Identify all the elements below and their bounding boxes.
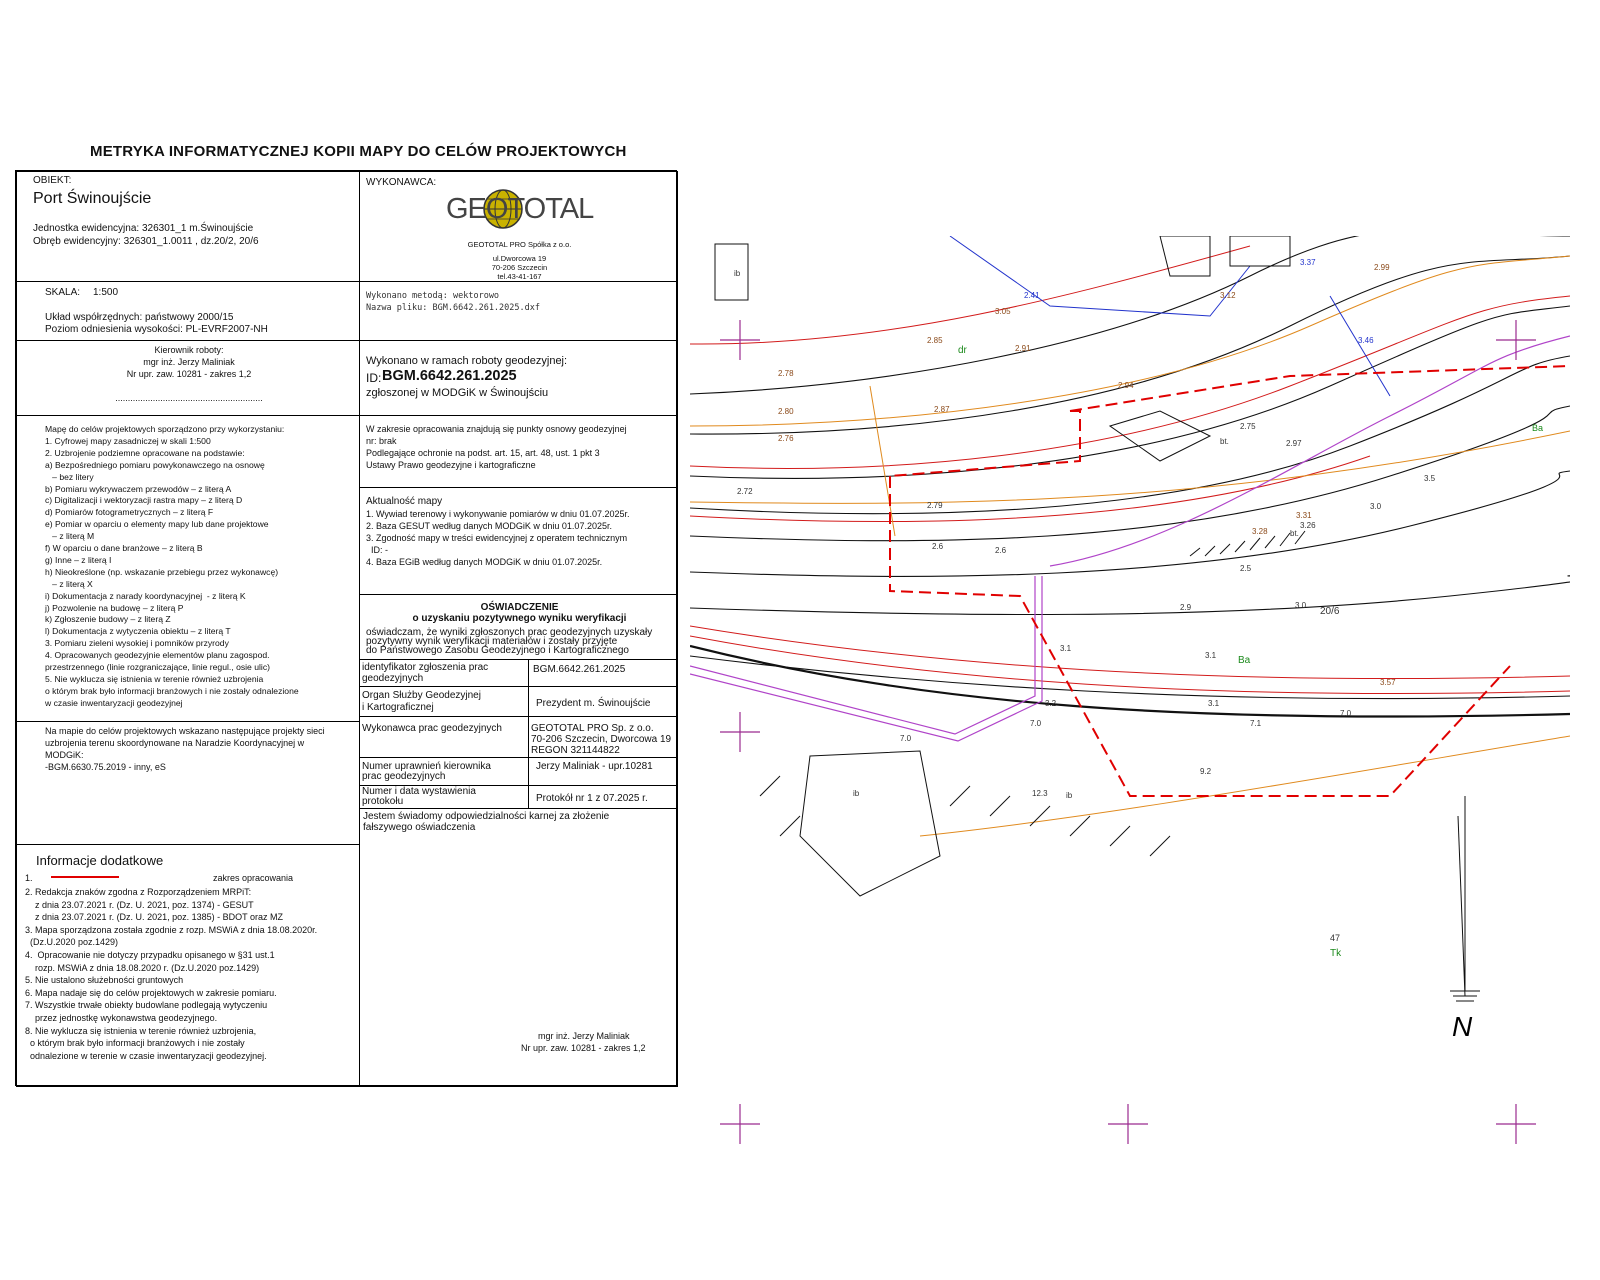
informacje-line: odnalezione w terenie w czasie inwentaryzacji geodezyjnej. bbox=[25, 1050, 267, 1061]
label-305: 3.05 bbox=[995, 307, 1011, 316]
osw-row3-value2: 70-206 Szczecin, Dworcowa 19 bbox=[531, 734, 672, 745]
robota-id-label: ID: bbox=[366, 371, 382, 385]
label-276: 2.76 bbox=[778, 434, 794, 443]
label-bt1: bt. bbox=[1220, 437, 1229, 446]
osw-row3-value bbox=[528, 716, 678, 758]
north-arrow-icon bbox=[1450, 796, 1480, 1001]
zrodla-line: g) Inne – z literą I bbox=[45, 554, 112, 565]
north-label: N bbox=[1452, 1011, 1473, 1042]
informacje-line: 4. Opracowanie nie dotyczy przypadku opisanego w §31 ust.1 bbox=[25, 950, 275, 960]
zrodla-line: i) Dokumentacja z narady koordynacyjnej - z literą K bbox=[45, 590, 246, 601]
label-294: 2.94 bbox=[1118, 381, 1134, 390]
legend-num: 1. bbox=[25, 873, 33, 883]
osw-footer-line2: fałszywego oświadczenia bbox=[363, 822, 476, 833]
projekty-line3: MODGiK: bbox=[45, 750, 84, 760]
osnowa-cell bbox=[359, 415, 678, 488]
legend-red-line bbox=[51, 876, 119, 878]
poziom-text: Poziom odniesienia wysokości: PL-EVRF2007-NH bbox=[45, 324, 268, 335]
zrodla-line: h) Nieokreślone (np. wskazanie przebiegu przez wykonawcę) bbox=[45, 566, 279, 577]
oswiadczenie-text-3: do Państwowego Zasobu Geodezyjnego i Kartograficznego bbox=[366, 645, 629, 656]
label-287: 2.87 bbox=[934, 405, 950, 414]
informacje-line: przez jednostkę wykonawstwa geodezyjnego. bbox=[25, 1013, 218, 1023]
aktualnosc-label: Aktualność mapy bbox=[366, 496, 443, 507]
osw-footer-cell: Jestem świadomy odpowiedzialności karnej za złożenie fałszywego oświadczenia mgr inż. Jerzy Maliniak Nr upr. zaw. 10281 - zakres 1,2 bbox=[359, 808, 678, 1087]
label-70a: 7.0 bbox=[900, 734, 912, 743]
geototal-logo bbox=[446, 184, 596, 234]
osw-row3-value3: REGON 321144822 bbox=[531, 745, 620, 756]
informacje-title: Informacje dodatkowe bbox=[36, 853, 164, 868]
robota-line3: zgłoszonej w MODGiK w Świnoujściu bbox=[366, 387, 549, 399]
label-ib1: ib bbox=[734, 269, 741, 278]
label-32: 3.2 bbox=[1045, 699, 1057, 708]
label-31a: 3.1 bbox=[1060, 644, 1072, 653]
label-285: 2.85 bbox=[927, 336, 943, 345]
osw-row5-value bbox=[528, 785, 678, 809]
informacje-line: 5. Nie ustalono służebności gruntowych bbox=[25, 975, 184, 986]
label-31c: 3.1 bbox=[1208, 699, 1220, 708]
zrodla-line: j) Pozwolenie na budowę – z literą P bbox=[45, 602, 184, 613]
label-26b: 2.6 bbox=[995, 546, 1007, 555]
aktualnosc-cell bbox=[359, 487, 678, 595]
kierownik-name: mgr inż. Jerzy Maliniak bbox=[143, 357, 235, 367]
label-280: 2.80 bbox=[778, 407, 794, 416]
metric-table bbox=[15, 170, 677, 1086]
osw-row4-value1: Jerzy Maliniak - upr.10281 bbox=[536, 761, 653, 772]
company-tel: tel.43-41-167 bbox=[497, 272, 542, 281]
zrodla-line: b) Pomiaru wykrywaczem przewodów – z literą A bbox=[45, 483, 232, 494]
label-47: 47 bbox=[1330, 933, 1341, 943]
oswiadczenie-title: OŚWIADCZENIE bbox=[480, 602, 559, 613]
obiekt-name: Port Świnoujście bbox=[33, 190, 152, 207]
label-25: 2.5 bbox=[1240, 564, 1252, 573]
projekty-line2: uzbrojenia terenu skoordynowane na Naradzie Koordynacyjnej w bbox=[45, 738, 305, 748]
projekty-line4: -BGM.6630.75.2019 - inny, eS bbox=[45, 762, 166, 772]
projekty-line1: Na mapie do celów projektowych wskazano następujące projekty sieci bbox=[45, 726, 325, 736]
legend-text: zakres opracowania bbox=[213, 873, 294, 883]
osw-row4-label bbox=[359, 757, 529, 786]
osw-row1-label bbox=[359, 659, 529, 687]
wykonawca-label: WYKONAWCA: bbox=[366, 177, 437, 188]
oswiadczenie-text-2: pozytywny wynik weryfikacji materiałów i zostały przyjęte bbox=[366, 636, 618, 647]
informacje-line: rozp. MSWiA z dnia 18.08.2020 r. (Dz.U.2020 poz.1429) bbox=[25, 962, 260, 973]
label-299: 2.99 bbox=[1374, 263, 1390, 272]
osw-row5-label2: protokołu bbox=[362, 796, 404, 807]
zrodla-line: 2. Uzbrojenie podziemne opracowane na podstawie: bbox=[45, 447, 245, 458]
oswiadczenie-text-1: oświadczam, że wyniki zgłoszonych prac geodezyjnych uzyskały bbox=[366, 627, 653, 638]
label-357: 3.57 bbox=[1380, 678, 1396, 687]
zrodla-line: – z literą X bbox=[45, 578, 93, 589]
informacje-line: z dnia 23.07.2021 r. (Dz. U. 2021, poz. 1374) - GESUT bbox=[25, 899, 254, 910]
label-26a: 2.6 bbox=[932, 542, 944, 551]
osw-row1-value1: BGM.6642.261.2025 bbox=[533, 664, 626, 675]
oswiadczenie-header-cell bbox=[359, 594, 678, 660]
signature-line: ........................................................... bbox=[115, 393, 263, 403]
metoda-cell bbox=[359, 281, 678, 341]
osw-row5-label bbox=[359, 785, 529, 809]
label-326: 3.26 bbox=[1300, 521, 1316, 530]
road-edges bbox=[690, 236, 1570, 717]
osw-footer-line1: Jestem świadomy odpowiedzialności karnej za złożenie bbox=[363, 811, 610, 822]
uklad-text: Układ współrzędnych: państwowy 2000/15 bbox=[45, 312, 234, 323]
robota-cell bbox=[359, 340, 678, 416]
zrodla-line: 4. Opracowanych geodezyjnie elementów planu zagospod. bbox=[45, 650, 270, 661]
informacje-cell bbox=[16, 844, 360, 1087]
label-bt2: bt. bbox=[1290, 529, 1299, 538]
blue-line-2 bbox=[1330, 296, 1390, 396]
map-drawing bbox=[690, 236, 1570, 1236]
osw-row2-value1: Prezydent m. Świnoujście bbox=[536, 698, 651, 709]
robota-id-value: BGM.6642.261.2025 bbox=[382, 368, 517, 384]
osnowa-line4: Ustawy Prawo geodezyjne i kartograficzne bbox=[366, 460, 536, 470]
zrodla-line: Mapę do celów projektowych sporządzono przy wykorzystaniu: bbox=[45, 424, 285, 434]
map-labels bbox=[734, 258, 1543, 959]
label-123: 12.3 bbox=[1032, 789, 1048, 798]
kierownik-cell bbox=[16, 340, 360, 416]
label-31b: 3.1 bbox=[1205, 651, 1217, 660]
label-ba2: Ba bbox=[1238, 655, 1251, 666]
zrodla-line: l) Dokumentacja z wytyczenia obiektu – z literą T bbox=[45, 626, 231, 637]
zrodla-line: d) Pomiarów fotogrametrycznych – z literą F bbox=[45, 507, 214, 518]
skala-value: 1:500 bbox=[93, 287, 119, 298]
label-parcel: 20/6 bbox=[1320, 606, 1340, 617]
label-70b: 7.0 bbox=[1030, 719, 1042, 728]
label-331: 3.31 bbox=[1296, 511, 1312, 520]
osw-row4-value bbox=[528, 757, 678, 786]
jednostka-text: Jednostka ewidencyjna: 326301_1 m.Świnoujście bbox=[33, 223, 254, 234]
aktualnosc-line: ID: - bbox=[366, 545, 388, 555]
osw-row3-value1: GEOTOTAL PRO Sp. z o.o. bbox=[531, 723, 654, 734]
zrodla-line: w czasie inwentaryzacji geodezyjnej bbox=[45, 697, 183, 708]
metoda-line2: Nazwa pliku: BGM.6642.261.2025.dxf bbox=[366, 303, 540, 313]
label-30a: 3.0 bbox=[1295, 601, 1307, 610]
osw-row3-label1: Wykonawca prac geodezyjnych bbox=[362, 723, 502, 734]
osw-row2-label2: i Kartograficznej bbox=[362, 702, 434, 713]
metoda-line1: Wykonano metodą: wektorowo bbox=[366, 291, 500, 301]
label-275: 2.75 bbox=[1240, 422, 1256, 431]
company-street: ul.Dworcowa 19 bbox=[492, 254, 547, 263]
informacje-line: 3. Mapa sporządzona została zgodnie z rozp. MSWiA z dnia 18.08.2020r. bbox=[25, 924, 318, 935]
zakres-opracowania-boundary bbox=[890, 366, 1570, 796]
aktualnosc-line: 2. Baza GESUT według danych MODGiK w dniu 01.07.2025r. bbox=[366, 521, 612, 531]
label-297: 2.97 bbox=[1286, 439, 1302, 448]
label-278: 2.78 bbox=[778, 369, 794, 378]
osnowa-line3: Podlegające ochronie na podst. art. 15, art. 48, ust. 1 pkt 3 bbox=[366, 448, 600, 458]
zrodla-line: 1. Cyfrowej mapy zasadniczej w skali 1:500 bbox=[45, 435, 211, 446]
osw-row3-label bbox=[359, 716, 529, 758]
geototal-logo-text: GEOTOTAL bbox=[446, 193, 594, 225]
zrodla-line: k) Zgłoszenie budowy – z literą Z bbox=[45, 614, 171, 625]
skala-label: SKALA: bbox=[45, 287, 81, 298]
informacje-line: 8. Nie wyklucza się istnienia w terenie również uzbrojenia, bbox=[25, 1025, 257, 1036]
slope-hatching bbox=[760, 531, 1305, 856]
osw-row2-label1: Organ Służby Geodezyjnej bbox=[362, 690, 481, 701]
osw-row4-label1: Numer uprawnień kierownika bbox=[362, 761, 491, 772]
label-328: 3.28 bbox=[1252, 527, 1268, 536]
label-tk: Tk bbox=[1330, 948, 1342, 959]
obiekt-label: OBIEKT: bbox=[33, 175, 72, 186]
zrodla-line: – bez litery bbox=[45, 471, 94, 482]
informacje-line: z dnia 23.07.2021 r. (Dz. U. 2021, poz. 1385) - BDOT oraz MZ bbox=[25, 912, 283, 923]
aktualnosc-line: 4. Baza EGiB według danych MODGiK w dniu 01.07.2025r. bbox=[366, 557, 603, 567]
company-city: 70-206 Szczecin bbox=[491, 263, 548, 272]
label-70c: 7.0 bbox=[1340, 709, 1352, 718]
kierownik-upr: Nr upr. zaw. 10281 - zakres 1,2 bbox=[126, 369, 252, 379]
kierownik-label: Kierownik roboty: bbox=[154, 345, 224, 355]
zrodla-line: o którym brak było informacji branżowych i nie zostały odnalezione bbox=[45, 685, 299, 696]
label-291: 2.91 bbox=[1015, 344, 1031, 353]
wykonawca-cell bbox=[359, 171, 678, 282]
zrodla-line: e) Pomiar w oparciu o elementy mapy lub dane projektowe bbox=[45, 519, 269, 530]
oswiadczenie-subtitle: o uzyskaniu pozytywnego wyniku weryfikacji bbox=[412, 613, 627, 624]
red-utility-lines bbox=[690, 246, 1570, 694]
zrodla-line: 3. Pomiaru zieleni wysokiej i pomników przyrody bbox=[45, 638, 229, 649]
label-35: 3.5 bbox=[1424, 474, 1436, 483]
osw-row4-label2: prac geodezyjnych bbox=[362, 771, 446, 782]
zrodla-line: a) Bezpośredniego pomiaru powykonawczego na osnowę bbox=[45, 459, 265, 470]
site-map bbox=[690, 236, 1570, 1236]
informacje-line: (Dz.U.2020 poz.1429) bbox=[25, 937, 119, 948]
osw-row5-value1: Protokół nr 1 z 07.2025 r. bbox=[536, 793, 648, 804]
informacje-line: 6. Mapa nadaje się do celów projektowych w zakresie pomiaru. bbox=[25, 987, 277, 998]
label-ba1: Ba bbox=[1532, 423, 1544, 433]
magenta-pipe bbox=[690, 336, 1570, 741]
osw-row1-label1: identyfikator zgłoszenia prac bbox=[362, 662, 489, 673]
obiekt-cell bbox=[16, 171, 360, 282]
projekty-cell bbox=[16, 721, 360, 845]
orange-utility-lines bbox=[690, 256, 1570, 836]
label-337: 3.37 bbox=[1300, 258, 1316, 267]
label-346: 3.46 bbox=[1358, 336, 1374, 345]
label-272: 2.72 bbox=[737, 487, 753, 496]
label-dr: dr bbox=[958, 345, 967, 356]
zrodla-line: – z literą M bbox=[45, 531, 95, 542]
aktualnosc-line: 3. Zgodność mapy w treści ewidencyjnej z operatem technicznym bbox=[366, 533, 628, 543]
label-279: 2.79 bbox=[927, 501, 943, 510]
zrodla-line: 5. Nie wyklucza się istnienia w terenie również uzbrojenia bbox=[45, 673, 264, 684]
label-312: 3.12 bbox=[1220, 291, 1236, 300]
osnowa-line1: W zakresie opracowania znajdują się punkty osnowy geodezyjnej bbox=[366, 424, 627, 434]
label-ib3: ib bbox=[1066, 791, 1073, 800]
aktualnosc-line: 1. Wywiad terenowy i wykonywanie pomiarów w dniu 01.07.2025r. bbox=[366, 509, 630, 519]
label-30b: 3.0 bbox=[1370, 502, 1382, 511]
informacje-line: 2. Redakcja znaków zgodna z Rozporządzeniem MRPiT: bbox=[25, 887, 252, 897]
label-92: 9.2 bbox=[1200, 767, 1212, 776]
zrodla-line: przestrzennego (linie rozgraniczające, linie regul., osie ulic) bbox=[45, 662, 270, 672]
grid-crosshairs bbox=[720, 320, 1536, 1144]
label-ib2: ib bbox=[853, 789, 860, 798]
osw-row2-value bbox=[528, 686, 678, 717]
label-29: 2.9 bbox=[1180, 603, 1192, 612]
obreb-text: Obręb ewidencyjny: 326301_1.0011 , dz.20/2, 20/6 bbox=[33, 236, 259, 247]
osw-row2-label bbox=[359, 686, 529, 717]
company-name: GEOTOTAL PRO Spółka z o.o. bbox=[467, 240, 572, 249]
osnowa-line2: nr: brak bbox=[366, 436, 397, 446]
osw-row5-label1: Numer i data wystawienia bbox=[362, 786, 476, 797]
osw-row1-value bbox=[528, 659, 678, 687]
zrodla-line: c) Digitalizacji i wektoryzacji rastra mapy – z literą D bbox=[45, 495, 243, 506]
informacje-line: 7. Wszystkie trwałe obiekty budowlane podlegają wytyczeniu bbox=[25, 1000, 268, 1011]
label-71: 7.1 bbox=[1250, 719, 1262, 728]
zrodla-line: f) W oparciu o dane branżowe – z literą B bbox=[45, 543, 203, 553]
skala-cell bbox=[16, 281, 360, 341]
label-241: 2.41 bbox=[1024, 291, 1040, 300]
informacje-line: o którym brak było informacji branżowych i nie zostały bbox=[25, 1038, 245, 1049]
page-title: METRYKA INFORMATYCZNEJ KOPII MAPY DO CELÓW PROJEKTOWYCH bbox=[90, 143, 627, 160]
robota-line1: Wykonano w ramach roboty geodezyjnej: bbox=[366, 355, 568, 367]
osw-row1-label2: geodezyjnych bbox=[362, 673, 424, 684]
zrodla-cell bbox=[16, 415, 360, 722]
